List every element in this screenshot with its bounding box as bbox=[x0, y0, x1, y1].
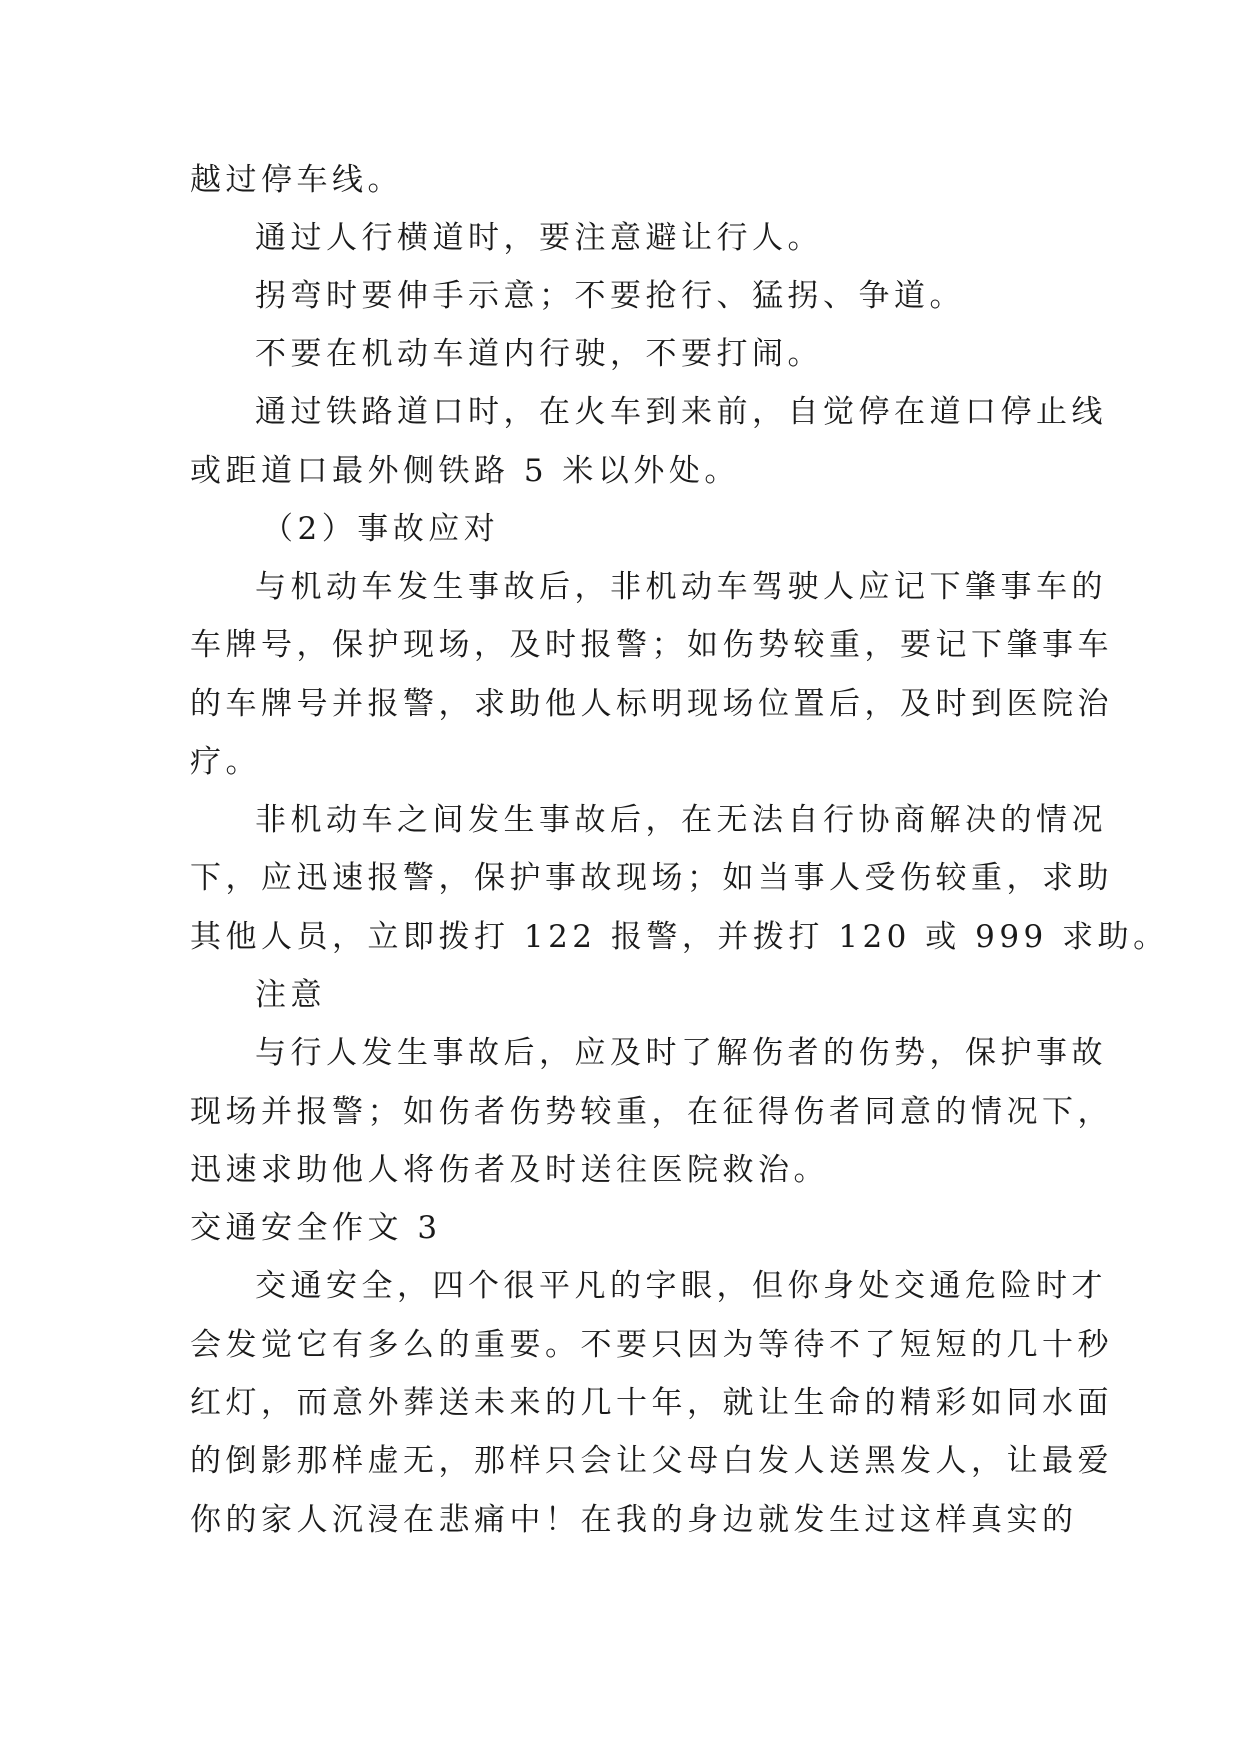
text-line: 拐弯时要伸手示意；不要抢行、猛拐、争道。 bbox=[255, 278, 965, 314]
text-line: 疗。 bbox=[190, 744, 261, 780]
text-line: 不要在机动车道内行驶，不要打闹。 bbox=[255, 336, 823, 372]
text-line: 或距道口最外侧铁路 5 米以外处。 bbox=[190, 453, 740, 489]
text-line: 的车牌号并报警，求助他人标明现场位置后，及时到医院治 bbox=[190, 686, 1113, 722]
text-line: 与行人发生事故后，应及时了解伤者的伤势，保护事故 bbox=[255, 1035, 1107, 1071]
note-heading: 注意 bbox=[255, 977, 326, 1013]
text-line: 通过人行横道时，要注意避让行人。 bbox=[255, 220, 823, 256]
text-line: 越过停车线。 bbox=[190, 162, 403, 198]
text-line: 与机动车发生事故后，非机动车驾驶人应记下肇事车的 bbox=[255, 569, 1107, 605]
text-line: 迅速求助他人将伤者及时送往医院救治。 bbox=[190, 1152, 829, 1188]
text-line: 红灯，而意外葬送未来的几十年，就让生命的精彩如同水面 bbox=[190, 1385, 1113, 1421]
text-line: 会发觉它有多么的重要。不要只因为等待不了短短的几十秒 bbox=[190, 1327, 1113, 1363]
text-line: 非机动车之间发生事故后，在无法自行协商解决的情况 bbox=[255, 802, 1107, 838]
section-heading: （2）事故应对 bbox=[262, 511, 500, 547]
text-line: 通过铁路道口时，在火车到来前，自觉停在道口停止线 bbox=[255, 394, 1107, 430]
text-line: 车牌号，保护现场，及时报警；如伤势较重，要记下肇事车 bbox=[190, 627, 1113, 663]
text-line: 其他人员，立即拨打 122 报警，并拨打 120 或 999 求助。 bbox=[190, 919, 1169, 955]
text-line: 下，应迅速报警，保护事故现场；如当事人受伤较重，求助 bbox=[190, 860, 1113, 896]
text-line: 你的家人沉浸在悲痛中！在我的身边就发生过这样真实的 bbox=[190, 1502, 1078, 1538]
text-line: 的倒影那样虚无，那样只会让父母白发人送黑发人，让最爱 bbox=[190, 1443, 1113, 1479]
text-line: 现场并报警；如伤者伤势较重，在征得伤者同意的情况下， bbox=[190, 1094, 1113, 1130]
text-line: 交通安全，四个很平凡的字眼，但你身处交通危险时才 bbox=[255, 1268, 1107, 1304]
essay-title: 交通安全作文 3 bbox=[190, 1210, 442, 1246]
